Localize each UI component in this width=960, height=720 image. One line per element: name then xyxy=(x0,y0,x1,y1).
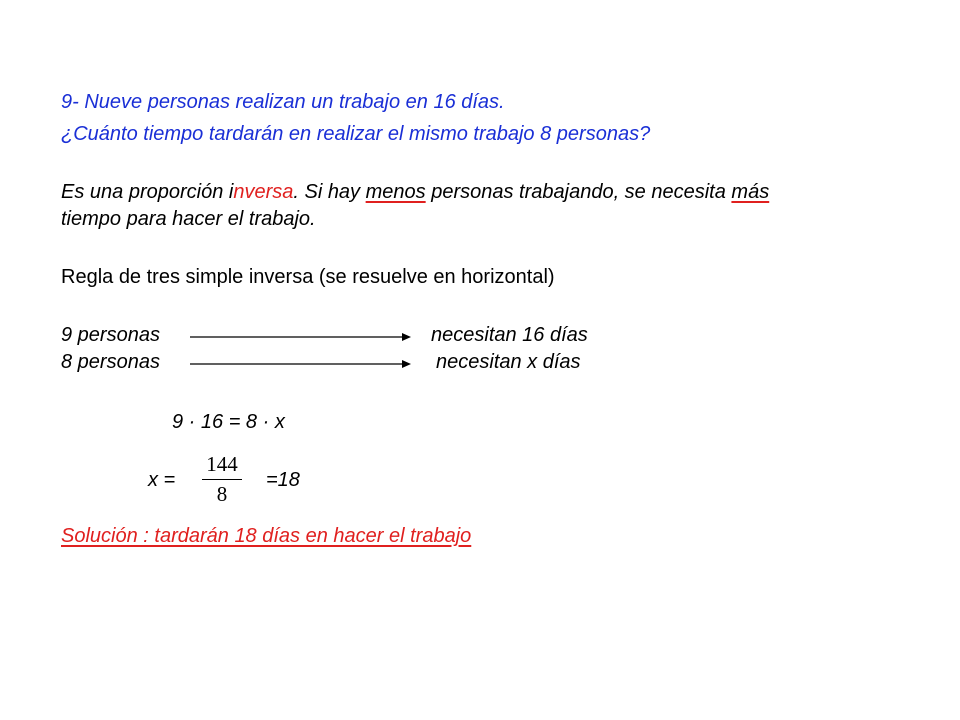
row-2-arrow xyxy=(190,357,412,371)
explanation-line-2: tiempo para hacer el trabajo. xyxy=(61,208,316,230)
problem-line-1: 9- Nueve personas realizan un trabajo en 16 días. xyxy=(61,91,505,113)
explanation-text-c: personas trabajando, se necesita xyxy=(425,181,732,203)
row-1-arrow xyxy=(190,330,412,344)
fraction xyxy=(202,452,242,506)
result: =18 xyxy=(266,469,300,491)
explanation-text-b: . Si hay xyxy=(293,181,366,203)
x-label: x = xyxy=(148,469,176,491)
fraction-denominator: 8 xyxy=(216,482,228,506)
rule-title: Regla de tres simple inversa (se resuelve en horizontal) xyxy=(61,266,555,288)
menos-underlined: menos xyxy=(365,181,426,203)
equation: 9 · 16 = 8 · x xyxy=(172,411,285,433)
problem-line-2: ¿Cuánto tiempo tardarán en realizar el mismo trabajo 8 personas? xyxy=(61,123,651,145)
row-2-right: necesitan x días xyxy=(436,351,581,373)
explanation-text-a: Es una proporción i xyxy=(61,181,234,203)
row-1-left: 9 personas xyxy=(61,324,160,346)
inversa-highlight: nversa xyxy=(233,181,294,203)
solution: Solución : tardarán 18 días en hacer el trabajo xyxy=(61,525,472,547)
row-1-right: necesitan 16 días xyxy=(431,324,588,346)
row-2-left: 8 personas xyxy=(61,351,160,373)
mas-underlined: más xyxy=(731,181,770,203)
explanation-line-1 xyxy=(61,180,769,204)
fraction-bar xyxy=(202,479,242,480)
fraction-numerator: 144 xyxy=(206,452,238,476)
